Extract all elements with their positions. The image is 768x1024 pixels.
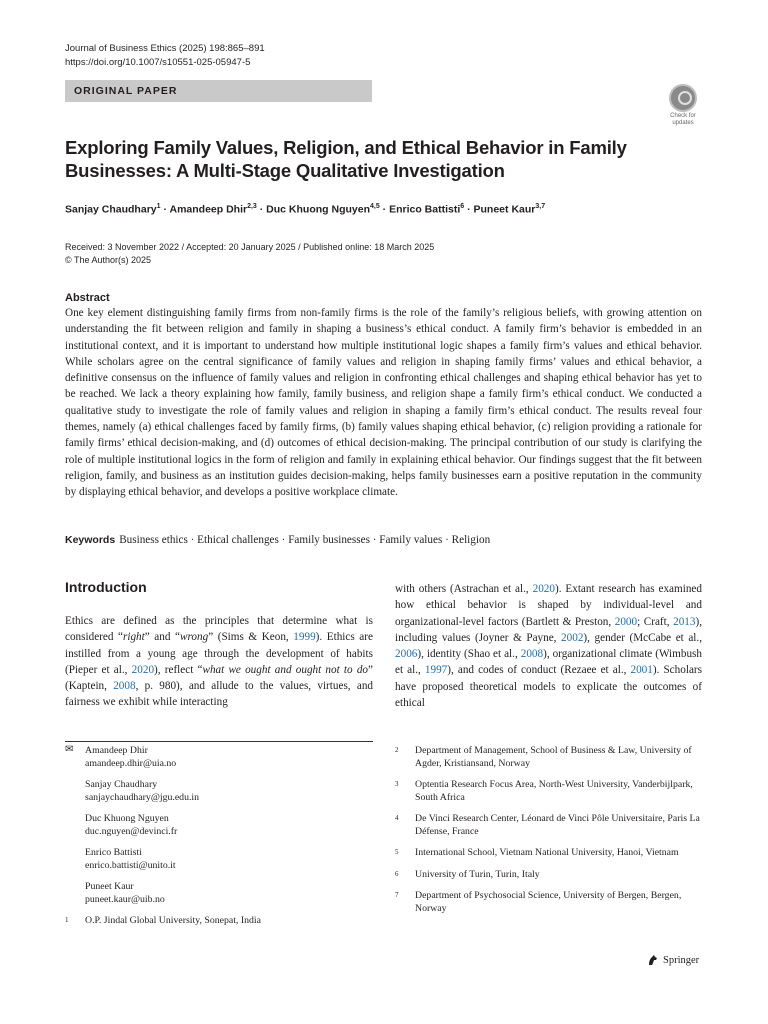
contact-entry bbox=[65, 813, 373, 838]
contact-name: Enrico Battisti bbox=[85, 847, 142, 858]
author-affiliation-ref[interactable]: 1 bbox=[156, 203, 161, 210]
check-updates-label: Check for updates bbox=[670, 113, 696, 126]
affiliation-entry bbox=[65, 915, 373, 928]
keywords-text: Business ethics · Ethical challenges · Family businesses · Family values · Religion bbox=[119, 534, 491, 546]
affiliation-entry bbox=[395, 869, 702, 882]
author-name: Duc Khuong Nguyen bbox=[266, 203, 370, 216]
affiliation-number: 4 bbox=[395, 814, 399, 822]
affiliation-number: 5 bbox=[395, 848, 399, 856]
affiliation-entry bbox=[395, 890, 702, 915]
check-updates-icon bbox=[669, 84, 697, 112]
contact-email[interactable]: amandeep.dhir@uia.no bbox=[85, 757, 177, 769]
affiliation-text: International School, Vietnam National University, Hanoi, Vietnam bbox=[415, 847, 679, 858]
author-affiliation-ref[interactable]: 2,3 bbox=[247, 203, 257, 210]
keywords-label: Keywords bbox=[65, 534, 116, 546]
contact-entry bbox=[65, 745, 373, 770]
author-affiliation-ref[interactable]: 3,7 bbox=[535, 203, 546, 210]
abstract-text: One key element distinguishing family firms from non-family firms is the role of the family’s religious beliefs, with growing attention on understanding the fit between religion and family in shaping a business’s ethical conduct. A family firm’s behavior is embedded in an institutional context, and it is important to understand how multiple institutional logic shapes a family firm’s values and ethical behavior. While scholars agree on the central significance of family values and religion in shaping family firms’ values and ethical behavior, a definitive consensus on the influence of family values and religion in confronting ethical challenges and shaping ethical behavior has yet to be reached. We lack a theory explaining how family, family business, and religion shape a family firm’s ethical conduct. We conducted a qualitative study to investigate the role of family values and religion in shaping a family firm’s ethical conduct. The results reveal four themes, namely (a) ethical challenges faced by family firms, (b) family values shaping ethical behavior, (c) religion providing a rationale for family firms’ ethical decision-making, and (d) outcomes of ethical decision-making. The principal contribution of our study is clarifying the role of multiple institutional logics in the form of religion and family in explaining ethical behavior. Our findings suggest that the fit between religion, family, and business as an institution guides decision-making, helps family businesses earn a positive reputation in the community by displaying ethical behavior, and develops a positive workplace climate. bbox=[65, 307, 702, 499]
affiliation-text: University of Turin, Turin, Italy bbox=[415, 868, 540, 880]
contact-entry bbox=[65, 881, 373, 906]
article-type-banner: ORIGINAL PAPER bbox=[65, 80, 372, 102]
affiliation-text: Department of Psychosocial Science, University of Bergen, Bergen, Norway bbox=[415, 890, 682, 914]
publisher-name: Springer bbox=[663, 954, 700, 966]
contact-email[interactable]: enrico.battisti@unito.it bbox=[85, 859, 176, 871]
affiliation-entry bbox=[395, 745, 702, 770]
introduction-heading: Introduction bbox=[65, 579, 147, 595]
author-affiliation-ref[interactable]: 4,5 bbox=[370, 203, 380, 210]
citation-link[interactable]: 2006 bbox=[395, 648, 418, 661]
springer-horse-icon bbox=[646, 953, 660, 967]
affiliation-number: 3 bbox=[395, 780, 399, 788]
affiliation-footnotes bbox=[395, 745, 702, 924]
doi-link[interactable]: https://doi.org/10.1007/s10551-025-05947-5 bbox=[65, 57, 251, 68]
author-list: Sanjay Chaudhary$^1$ · Amandeep Dhir$^{2,3}$ · Duc Khuong Nguyen$^{4,5}$ · Enrico Battisti$^6$ · Puneet Kaur$^{3,7}$ bbox=[65, 203, 546, 216]
author-name: Enrico Battisti bbox=[389, 203, 461, 216]
citation-link[interactable]: 2008 bbox=[113, 680, 136, 693]
contact-name: Duc Khuong Nguyen bbox=[85, 813, 169, 824]
contact-entry bbox=[65, 847, 373, 872]
contact-entry bbox=[65, 779, 373, 804]
affiliation-number: 7 bbox=[395, 891, 399, 899]
affiliation-text: Optentia Research Focus Area, North-West University, Vanderbijlpark, South Africa bbox=[415, 779, 693, 803]
affiliation-number: 6 bbox=[395, 869, 399, 878]
author-name: Puneet Kaur bbox=[473, 203, 536, 216]
author-name: Sanjay Chaudhary bbox=[65, 203, 157, 216]
publisher-logo bbox=[646, 953, 699, 967]
citation-link[interactable]: 2008 bbox=[520, 648, 544, 661]
contact-name: Amandeep Dhir bbox=[85, 745, 148, 756]
contact-name: Sanjay Chaudhary bbox=[85, 779, 158, 790]
affiliation-text: Department of Management, School of Business & Law, University of Agder, Kristiansand, Norway bbox=[415, 745, 692, 769]
affiliation-text: O.P. Jindal Global University, Sonepat, India bbox=[85, 915, 261, 926]
citation-link[interactable]: 1999 bbox=[293, 631, 316, 644]
intro-column-left: Ethics are defined as the principles that determine what is considered “right” and “wrong” (Sims & Keon, 1999). Ethics are instilled from a young age through the development of habits (Pieper et al., 2020), reflect “what we ought and ought not to do” (Kaptein, 2008, p. 980), and allude to the values, virtues, and fairness we exhibit while interacting bbox=[65, 615, 374, 709]
citation-link[interactable]: 2020 bbox=[131, 663, 155, 676]
envelope-icon: ✉ bbox=[65, 744, 74, 755]
citation-link[interactable]: 2020 bbox=[532, 583, 555, 595]
author-name: Amandeep Dhir bbox=[169, 203, 248, 216]
contact-footnotes bbox=[65, 745, 373, 937]
contact-name: Puneet Kaur bbox=[85, 881, 134, 892]
affiliation-entry bbox=[395, 847, 702, 860]
publication-dates bbox=[65, 241, 434, 267]
journal-citation: Journal of Business Ethics (2025) 198:865–891 bbox=[65, 43, 265, 54]
date-history: Received: 3 November 2022 / Accepted: 20 January 2025 / Published online: 18 March 2025 bbox=[65, 242, 435, 252]
footnote-divider bbox=[65, 741, 373, 742]
citation-link[interactable]: 2002 bbox=[561, 631, 584, 644]
contact-email[interactable]: puneet.kaur@uib.no bbox=[85, 893, 165, 905]
intro-column-right: with others (Astrachan et al., 2020). Extant research has examined how ethical behavior is shaped by individual-level and organizational-level factors (Bartlett & Preston, 2000; Craft, 2013), including values (Joyner & Payne, 2002), gender (McCabe et al., 2006), identity (Shao et al., 2008), organizational climate (Wimbush et al., 1997), and codes of conduct (Rezaee et al., 2001). Scholars have proposed theoretical models to explicate the outcomes of ethical bbox=[395, 583, 703, 710]
paper-title: Exploring Family Values, Religion, and Ethical Behavior in Family Businesses: A Multi-Stage Qualitative Investigation bbox=[65, 137, 627, 181]
author-affiliation-ref[interactable]: 6 bbox=[460, 203, 465, 210]
contact-email[interactable]: sanjaychaudhary@jgu.edu.in bbox=[85, 791, 200, 803]
affiliation-text: De Vinci Research Center, Léonard de Vinci Pôle Universitaire, Paris La Défense, France bbox=[415, 813, 700, 837]
keywords bbox=[65, 534, 490, 546]
citation-link[interactable]: 1997 bbox=[424, 664, 448, 677]
abstract-heading: Abstract bbox=[65, 292, 110, 304]
affiliation-number: 2 bbox=[395, 746, 399, 754]
contact-email[interactable]: duc.nguyen@devinci.fr bbox=[85, 825, 178, 837]
citation-link[interactable]: 2001 bbox=[630, 664, 653, 677]
citation-link[interactable]: 2000 bbox=[614, 615, 638, 628]
citation-link[interactable]: 2013 bbox=[673, 615, 696, 628]
check-for-updates-badge[interactable] bbox=[664, 84, 702, 124]
affiliation-entry bbox=[395, 813, 702, 838]
copyright: © The Author(s) 2025 bbox=[65, 255, 152, 265]
affiliation-number: 1 bbox=[65, 916, 69, 924]
journal-header bbox=[65, 42, 265, 70]
affiliation-entry bbox=[395, 779, 702, 804]
